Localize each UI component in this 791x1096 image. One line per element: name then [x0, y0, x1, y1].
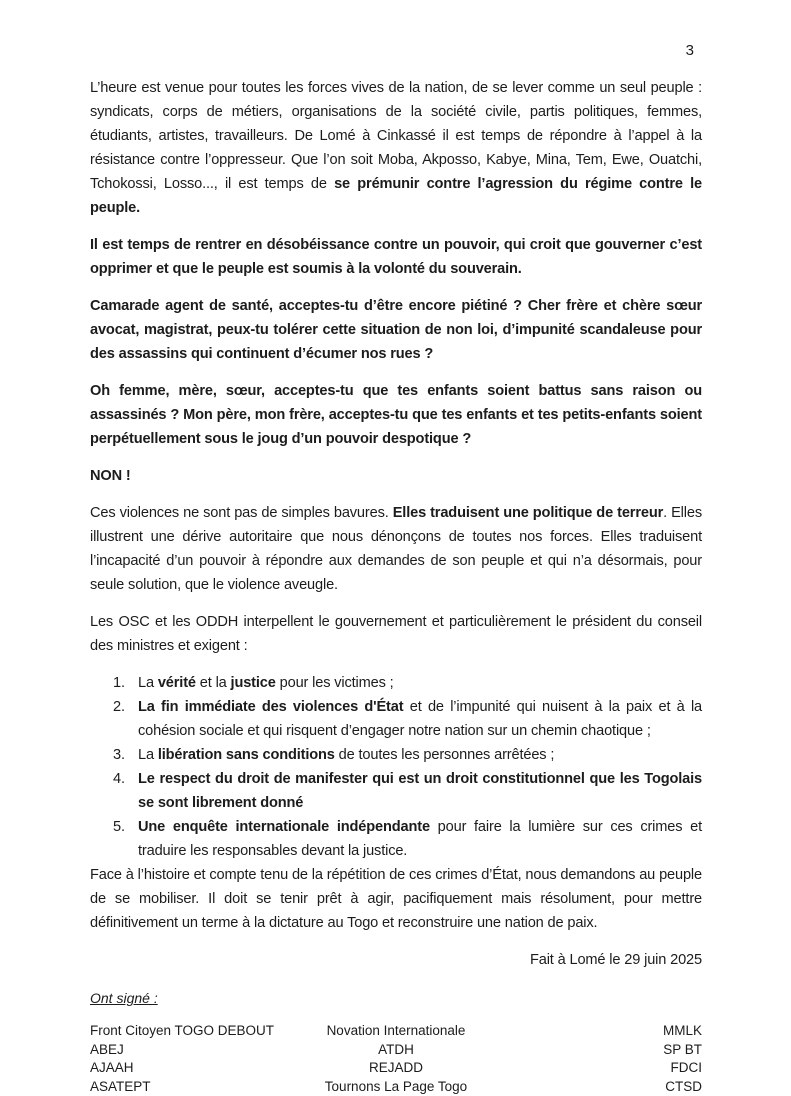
bold-text-run: Il est temps de rentrer en désobéissance contre un pouvoir, qui croit que gouverner c’est opprimer et que le peuple est soumis à la volonté du souverain. — [90, 237, 702, 277]
text-run: et la — [196, 675, 231, 691]
demand-list-item — [90, 695, 702, 743]
text-run: de toutes les personnes arrêtées ; — [335, 747, 554, 763]
signature-cell: CTSD — [505, 1078, 702, 1096]
bold-text-run: libération sans conditions — [158, 747, 335, 763]
text-run: La — [138, 747, 158, 763]
text-run: La — [138, 675, 158, 691]
bold-text-run: justice — [231, 675, 276, 691]
paragraph — [90, 863, 702, 935]
signature-cell: ATDH — [287, 1041, 504, 1060]
demand-list-item — [90, 671, 702, 695]
paragraph — [90, 464, 702, 488]
text-run: Les OSC et les ODDH interpellent le gouvernement et particulièrement le président du conseil des ministres et exigent : — [90, 614, 702, 654]
signature-cell: AJAAH — [90, 1059, 287, 1078]
text-run: et de l’impunité qui nuisent à la paix et à la cohésion sociale et qui risquent d’engager notre nation sur un chemin chaotique ; — [138, 699, 702, 739]
page-number: 3 — [90, 42, 694, 60]
text-run: L’heure est venue pour toutes les forces vives de la nation, de se lever comme un seul peuple : syndicats, corps de métiers, organisations de la société civile, partis politiques, femmes, étudiants, artistes, travailleurs. De Lomé à Cinkassé il est temps de répondre à l’appel à la résistance contre l’oppresseur. Que l’on soit Moba, Akposso, Kabye, Mina, Tem, Ewe, Ouatchi, Tchokossi, Losso..., il est temps de — [90, 80, 702, 192]
signature-cell: FDCI — [505, 1059, 702, 1078]
paragraph — [90, 76, 702, 220]
signature-cell: MMLK — [505, 1022, 702, 1041]
signature-cell: ASATEPT — [90, 1078, 287, 1096]
signature-cell: Tournons La Page Togo — [287, 1078, 504, 1096]
bold-text-run: Le respect du droit de manifester qui est un droit constitutionnel que les Togolais se sont librement donné — [138, 771, 702, 811]
bold-text-run: Oh femme, mère, sœur, acceptes-tu que tes enfants soient battus sans raison ou assassinés ? Mon père, mon frère, acceptes-tu que tes enfants et tes petits-enfants soient perpétuellement sous le joug d’un pouvoir despotique ? — [90, 383, 702, 447]
paragraph — [90, 379, 702, 451]
signature-cell: Front Citoyen TOGO DEBOUT — [90, 1022, 287, 1041]
document-body — [90, 76, 702, 1096]
text-run: pour les victimes ; — [276, 675, 394, 691]
bold-text-run: Elles traduisent une politique de terreur — [393, 505, 663, 521]
signatories-heading: Ont signé : — [90, 990, 702, 1006]
demand-list-item — [90, 743, 702, 767]
demand-list-item — [90, 767, 702, 815]
signature-cell: Novation Internationale — [287, 1022, 504, 1041]
bold-text-run: La fin immédiate des violences d'État — [138, 699, 403, 715]
demand-list-item — [90, 815, 702, 863]
signature-cell: REJADD — [287, 1059, 504, 1078]
paragraph — [90, 501, 702, 597]
paragraph — [90, 294, 702, 366]
bold-text-run: se prémunir contre l’agression du régime contre le peuple. — [90, 176, 702, 216]
bold-text-run: Camarade agent de santé, acceptes-tu d’être encore piétiné ? Cher frère et chère sœur avocat, magistrat, peux-tu tolérer cette situation de non loi, d’impunité scandaleuse pour des assassins qui continuent d’écumer nos rues ? — [90, 298, 702, 362]
dateline: Fait à Lomé le 29 juin 2025 — [90, 948, 702, 972]
bold-text-run: vérité — [158, 675, 196, 691]
text-run: pour faire la lumière sur ces crimes et traduire les responsables devant la justice. — [138, 819, 702, 859]
bold-text-run: NON ! — [90, 468, 131, 484]
paragraph — [90, 233, 702, 281]
text-run: Face à l’histoire et compte tenu de la répétition de ces crimes d’État, nous demandons au peuple de se mobiliser. Il doit se tenir prêt à agir, pacifiquement mais résolument, pour mettre définitivement un terme à la dictature au Togo et reconstruire une nation de paix. — [90, 867, 702, 931]
signature-cell: SP BT — [505, 1041, 702, 1060]
text-run: Ces violences ne sont pas de simples bavures. — [90, 505, 393, 521]
signature-cell: ABEJ — [90, 1041, 287, 1060]
paragraph — [90, 610, 702, 658]
bold-text-run: Une enquête internationale indépendante — [138, 819, 430, 835]
signatures-table — [90, 1022, 702, 1096]
demands-list — [90, 671, 702, 863]
text-run: . Elles illustrent une dérive autoritaire que nous dénonçons de toutes nos forces. Elles traduisent l’incapacité d’un pouvoir à répondre aux demandes de son peuple et qui n’a désormais, pour seule solution, que le violence aveugle. — [90, 505, 702, 593]
